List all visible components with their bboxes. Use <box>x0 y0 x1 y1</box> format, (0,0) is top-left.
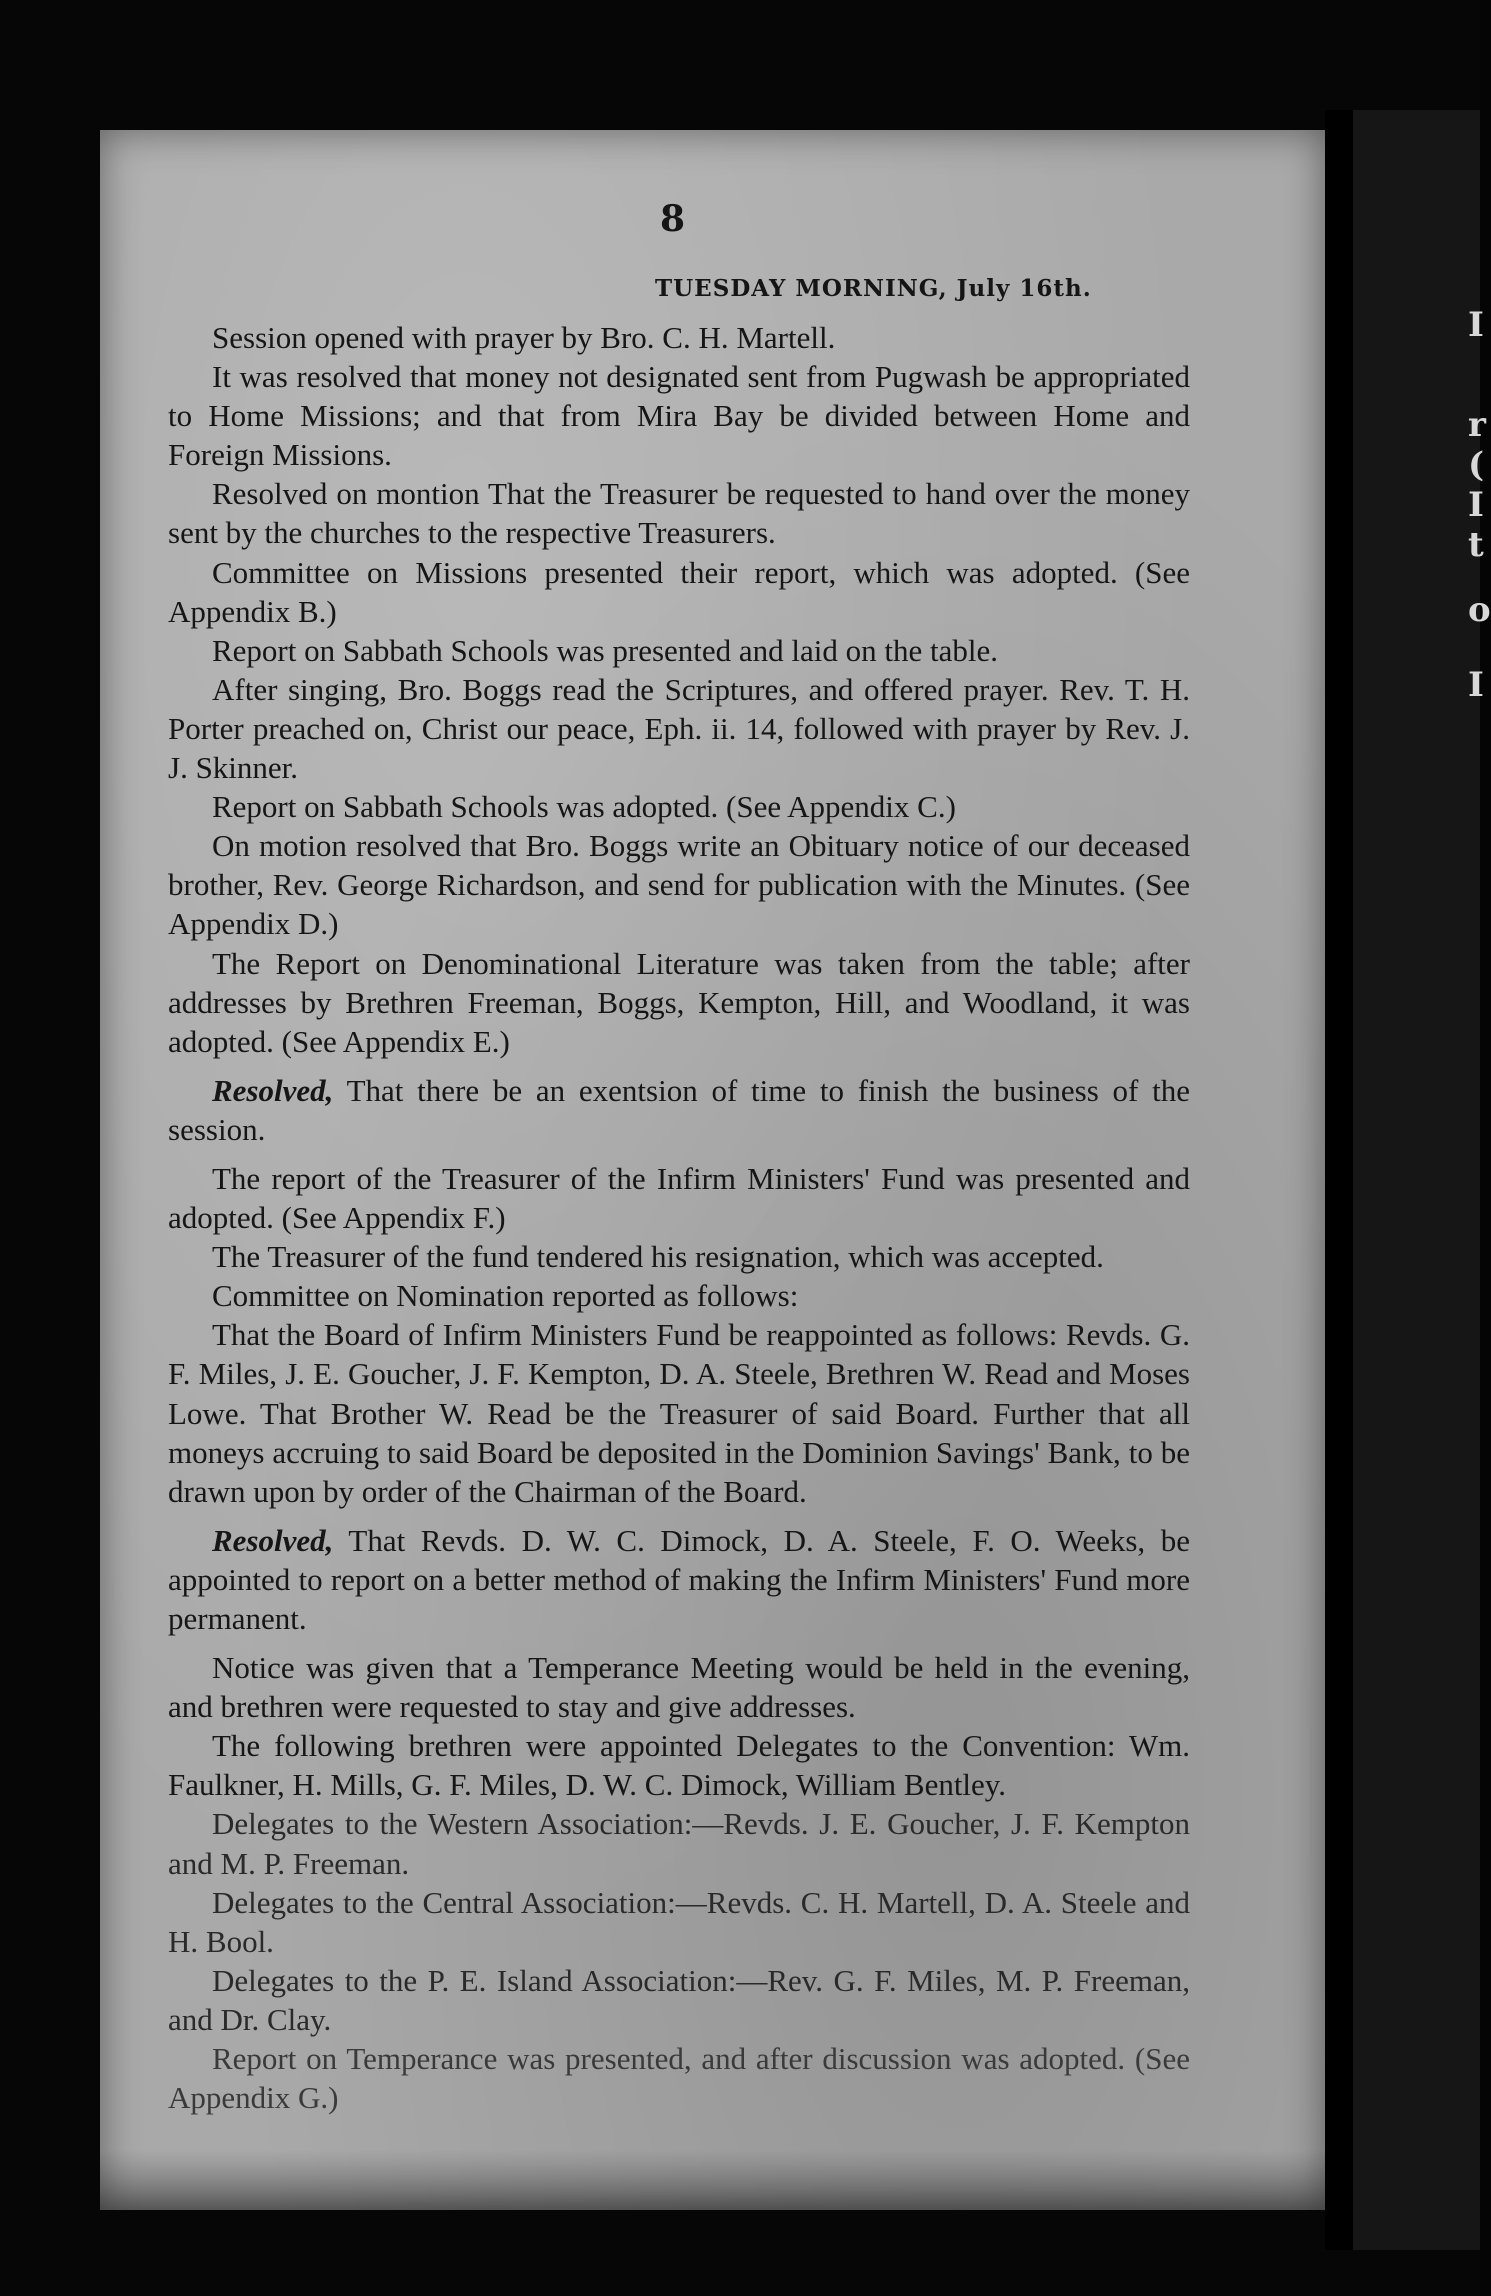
paragraph: The Treasurer of the fund tendered his resignation, which was accepted. <box>212 1239 1104 1275</box>
minutes-text <box>168 318 1190 2117</box>
page-bottom-shadow <box>100 2150 1325 2210</box>
paragraph: Delegates to the Central Association:—Revds. C. H. Martell, D. A. Steele and H. Bool. <box>168 1884 1190 1959</box>
paragraph: Notice was given that a Temperance Meeting would be held in the evening, and brethren were requested to stay and give addresses. <box>168 1650 1190 1725</box>
adjacent-page-fragment: o <box>1468 590 1491 630</box>
paragraph: It was resolved that money not designated sent from Pugwash be appropriated to Home Missions; and that from Mira Bay be divided between Home and Foreign Missions. <box>168 359 1190 473</box>
paragraph: Report on Temperance was presented, and after discussion was adopted. (See Appendix G.) <box>168 2041 1190 2116</box>
paragraph: Report on Sabbath Schools was presented and laid on the table. <box>212 632 999 668</box>
nomination-paragraph: That the Board of Infirm Ministers Fund be reappointed as follows: Revds. G. F. Miles, J. E. Goucher, J. F. Kempton, D. A. Steele, Brethren W. Read and Moses Lowe. That Brother W. Read be the Treasurer of said Board. Further that all moneys accruing to said Board be deposited in the Dominion Savings' Bank, to be drawn upon by order of the Chairman of the Board. <box>168 1317 1190 1509</box>
paragraph: Session opened with prayer by Bro. C. H. Martell. <box>212 320 836 355</box>
paragraph: Delegates to the Western Association:—Revds. J. E. Goucher, J. F. Kempton and M. P. Freeman. <box>168 1806 1190 1881</box>
paragraph: The following brethren were appointed Delegates to the Convention: Wm. Faulkner, H. Mills, G. F. Miles, D. W. C. Dimock, William Bentley. <box>168 1728 1190 1803</box>
adjacent-page-fragment: t <box>1468 525 1484 565</box>
resolution-paragraph: Resolved, That there be an exentsion of time to finish the business of the session. <box>168 1072 1190 1147</box>
session-heading: TUESDAY MORNING, July 16th. <box>655 275 1092 302</box>
adjacent-page-edge <box>1353 110 1491 2250</box>
paragraph: The Report on Denominational Literature was taken from the table; after addresses by Brethren Freeman, Boggs, Kempton, Hill, and Woodland, it was adopted. (See Appendix E.) <box>168 945 1190 1059</box>
book-gutter <box>1325 110 1353 2250</box>
adjacent-page-fragment: I <box>1468 485 1484 525</box>
paragraph: Report on Sabbath Schools was adopted. (See Appendix C.) <box>212 789 956 825</box>
paragraph: Committee on Missions presented their report, which was adopted. (See Appendix B.) <box>168 554 1190 629</box>
paragraph: The report of the Treasurer of the Infirm Ministers' Fund was presented and adopted. (See Appendix F.) <box>168 1160 1190 1236</box>
adjacent-page-fragment: I <box>1468 305 1484 345</box>
page-number: 8 <box>660 198 686 240</box>
adjacent-page-fragment: ( <box>1468 445 1485 485</box>
resolution-paragraph: Resolved, That Revds. D. W. C. Dimock, D. A. Steele, F. O. Weeks, be appointed to report on a better method of making the Infirm Ministers' Fund more permanent. <box>168 1522 1190 1636</box>
paragraph: Resolved on montion That the Treasurer be requested to hand over the money sent by the churches to the respective Treasurers. <box>168 476 1190 551</box>
paragraph: Committee on Nomination reported as follows: <box>212 1278 799 1314</box>
adjacent-page-fragment: r <box>1468 405 1486 445</box>
adjacent-page-fragment: I <box>1468 665 1484 705</box>
paragraph: Delegates to the P. E. Island Association:—Rev. G. F. Miles, M. P. Freeman, and Dr. Clay. <box>168 1962 1190 2037</box>
paragraph: After singing, Bro. Boggs read the Scriptures, and offered prayer. Rev. T. H. Porter preached on, Christ our peace, Eph. ii. 14, followed with prayer by Rev. J. J. Skinner. <box>168 671 1190 786</box>
paragraph: On motion resolved that Bro. Boggs write an Obituary notice of our deceased brother, Rev. George Richardson, and send for publication with the Minutes. (See Appendix D.) <box>168 828 1190 942</box>
